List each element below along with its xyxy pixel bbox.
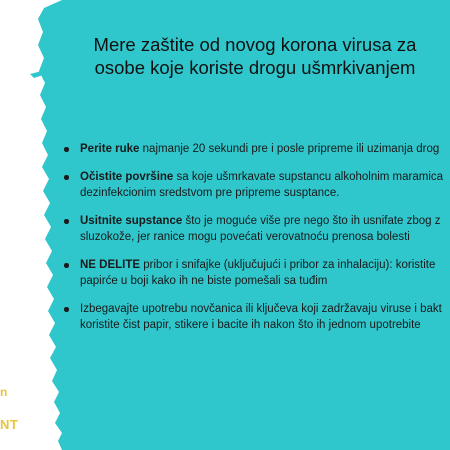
corner-fragment-word: NT bbox=[0, 417, 19, 432]
bullet-line-1 bbox=[80, 141, 450, 157]
bullet-text: Izbegavajte upotrebu novčanica ili ključeva koji zadržavaju viruse i bakt bbox=[80, 303, 442, 315]
bullet-text: najmanje 20 sekundi pre i posle pripreme ili uzimanja drog bbox=[139, 143, 440, 155]
bullet-line-2: papirće u boji kako ih ne biste pomešali sa tuđim bbox=[80, 275, 328, 287]
bullet-line-1 bbox=[80, 257, 450, 273]
bullet-line-2: sluzokože, jer ranice mogu povećati verovatnoću prenosa bolesti bbox=[80, 231, 410, 243]
bullet-text: sa koje ušmrkavate supstancu alkoholnim maramica bbox=[173, 171, 444, 183]
title-line-1: Mere zaštite od novog korona virusa za bbox=[93, 34, 417, 55]
bullet-dot-icon bbox=[64, 263, 69, 268]
bullet-text: što je moguće više pre nego što ih usnifate zbog z bbox=[182, 215, 441, 227]
list-item bbox=[62, 141, 450, 157]
list-item bbox=[62, 257, 450, 289]
list-item bbox=[62, 301, 450, 333]
bullet-line-2: koristite čist papir, stikere i bacite ih nakon što ih jednom upotrebite bbox=[80, 319, 421, 331]
bullet-line-1 bbox=[80, 213, 450, 229]
bullet-dot-icon bbox=[64, 219, 69, 224]
bullet-line-1 bbox=[80, 169, 450, 185]
bullet-bold: Usitnite supstance bbox=[80, 215, 183, 227]
bullet-list bbox=[62, 141, 450, 345]
list-item bbox=[62, 169, 450, 201]
bullet-dot-icon bbox=[64, 147, 69, 152]
bullet-text: pribor i snifajke (uključujući i pribor za inhalaciju): koristite bbox=[140, 259, 436, 271]
bullet-bold: NE DELITE bbox=[80, 259, 141, 271]
bullet-bold: Perite ruke bbox=[80, 143, 140, 155]
bullet-dot-icon bbox=[64, 307, 69, 312]
bullet-dot-icon bbox=[64, 175, 69, 180]
title-line-2: osobe koje koriste drogu ušmrkivanjem bbox=[94, 57, 416, 78]
bullet-line-1 bbox=[80, 301, 450, 317]
bullet-line-2: dezinfekcionim sredstvom pre pripreme susptance. bbox=[80, 187, 340, 199]
corner-fragment-letter: n bbox=[0, 385, 8, 399]
bullet-bold: Očistite površine bbox=[80, 171, 174, 183]
list-item bbox=[62, 213, 450, 245]
page-title bbox=[60, 33, 450, 79]
